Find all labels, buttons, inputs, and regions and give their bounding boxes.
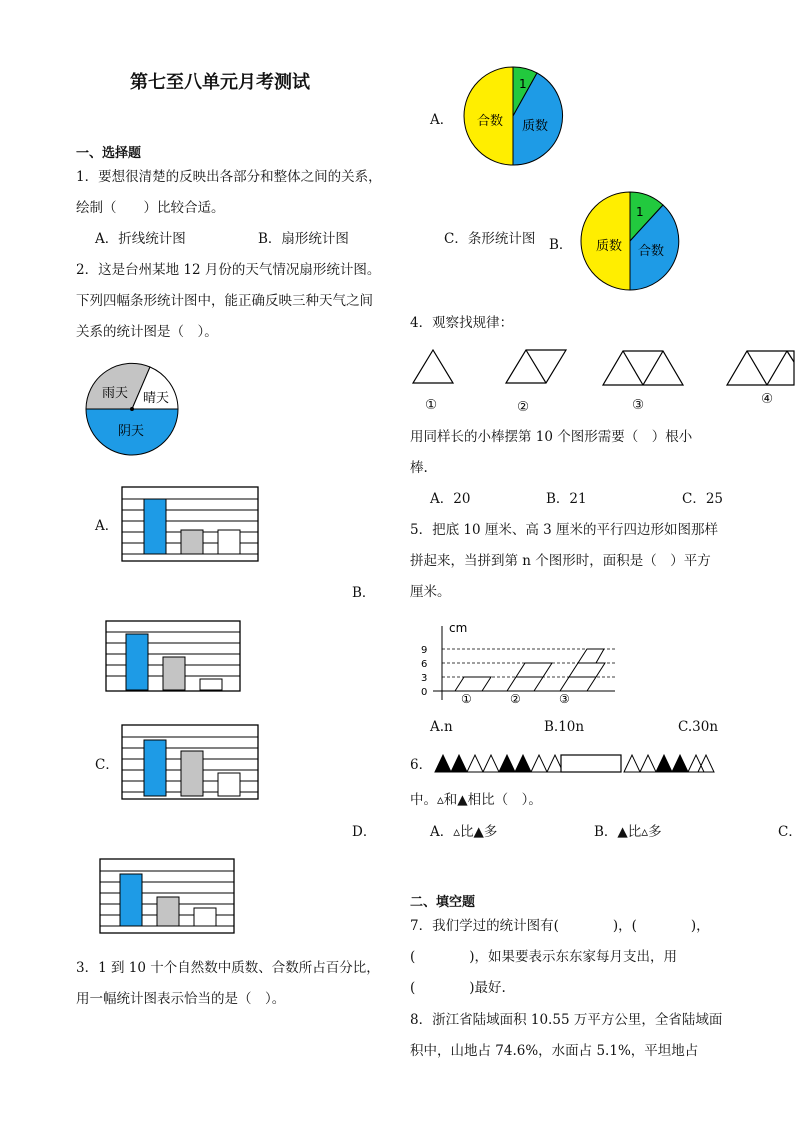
bar-d-2 [157, 897, 179, 926]
bar-chart-option-c [121, 724, 261, 804]
pie-option-b [581, 192, 681, 292]
q5-option-c: C.30n [678, 719, 719, 735]
bar-c-1 [144, 740, 166, 796]
label-prime-b: 质数 [596, 239, 623, 254]
q4-line1: 4．观察找规律： [410, 315, 514, 331]
q8-line1: 8．浙江省陆域面积 10.55 万平方公里，全省陆域面 [410, 1012, 723, 1028]
q7-line3: ( )最好. [410, 980, 506, 996]
q6-option-c: C． [778, 824, 802, 840]
bar-chart-option-b [105, 620, 245, 700]
tri-11 [656, 755, 672, 772]
pie-label-cloudy: 阴天 [118, 424, 145, 439]
q4-figure-2: ② [517, 399, 530, 415]
q5-line2: 拼起来，当拼到第 n 个图形时，面积是（ ）平方 [410, 553, 711, 569]
parallelogram-diagram [415, 618, 625, 708]
bar-d-3 [194, 908, 216, 926]
q3-line1: 3．1 到 10 十个自然数中质数、合数所占百分比， [76, 960, 380, 976]
q5-ytick-0: 0 [421, 687, 428, 698]
q5-option-b: B.10n [544, 719, 585, 735]
q2-option-b: B． [352, 585, 376, 601]
bar-a-1 [144, 499, 166, 554]
bar-a-3 [218, 530, 240, 554]
q4-line2: 用同样长的小棒摆第 10 个图形需要（ ）根小 [410, 429, 693, 445]
q3-option-a: A． [430, 112, 454, 128]
section-heading-fill: 二、填空题 [410, 895, 476, 910]
triangle-sequence [434, 753, 716, 775]
q2-line3: 关系的统计图是（ ）。 [76, 324, 218, 340]
q5-ytick-6: 6 [421, 659, 428, 670]
label-composite-b: 合数 [638, 244, 665, 259]
label-one-b: 1 [636, 205, 644, 219]
q5-line1: 5．把底 10 厘米、高 3 厘米的平行四边形如图那样 [410, 522, 719, 538]
q4-option-a: A．20 [430, 491, 471, 507]
page-title: 第七至八单元月考测试 [130, 72, 310, 93]
bar-c-2 [181, 751, 203, 796]
q2-line1: 2．这是台州某地 12 月份的天气情况扇形统计图。 [76, 262, 381, 278]
q4-figure-3: ③ [632, 397, 645, 413]
bar-a-2 [181, 530, 203, 554]
tri-3 [467, 755, 483, 772]
q1-option-b: B．扇形统计图 [258, 231, 349, 247]
q4-figure-4: ④ [761, 391, 774, 407]
q1-line2: 绘制（ ）比较合适。 [76, 200, 225, 216]
q1-option-a: A．折线统计图 [95, 231, 186, 247]
tri-7 [531, 755, 547, 772]
q4-option-b: B．21 [546, 491, 587, 507]
pie-option-a [464, 67, 564, 167]
bar-b-1 [126, 634, 148, 690]
q5-figure-3: ③ [559, 692, 570, 706]
q2-line2: 下列四幅条形统计图中，能正确反映三种天气之间 [76, 293, 373, 309]
pie-label-sunny: 晴天 [143, 391, 170, 406]
q7-line2: ( )，如果要表示东东家每月支出，用 [410, 949, 678, 965]
bar-b-3 [200, 679, 222, 690]
bar-d-1 [120, 874, 142, 926]
q2-option-d: D． [352, 824, 377, 840]
q6-option-a: A．▵比▲多 [430, 824, 498, 840]
triangle-pattern [410, 348, 794, 398]
q4-line3: 棒. [410, 460, 428, 476]
bar-chart-option-a [121, 486, 261, 566]
q5-ytick-9: 9 [421, 645, 428, 656]
tri-6 [515, 755, 531, 772]
pie-label-rain: 雨天 [102, 386, 129, 401]
q3-option-b: B． [549, 237, 573, 253]
q5-figure-1: ① [461, 692, 472, 706]
q7-line1: 7．我们学过的统计图有( )，( )， [410, 918, 710, 934]
q2-option-a: A． [95, 518, 119, 534]
q1-option-c: C．条形统计图 [444, 231, 536, 247]
tri-9 [624, 755, 640, 772]
tri-12 [672, 755, 688, 772]
q5-unit: cm [449, 621, 468, 635]
bar-b-2 [163, 657, 185, 690]
q1-line1: 1．要想很清楚的反映出各部分和整体之间的关系， [76, 169, 382, 185]
tri-1 [435, 755, 451, 772]
blank-box [561, 755, 621, 772]
q5-ytick-3: 3 [421, 673, 428, 684]
tri-2 [451, 755, 467, 772]
q4-figure-1: ① [425, 397, 438, 413]
q6-line2: 中。▵和▲相比（ ）。 [410, 792, 542, 808]
q6-number: 6． [410, 757, 433, 773]
bar-chart-option-d [99, 858, 239, 938]
q5-option-a: A.n [430, 719, 453, 735]
label-one-a: 1 [519, 77, 527, 91]
weather-pie-chart [85, 362, 185, 462]
tri-5 [499, 755, 515, 772]
q2-option-c: C． [95, 757, 119, 773]
q8-line2: 积中，山地占 74.6%，水面占 5.1%，平坦地占 [410, 1043, 699, 1059]
section-heading-choice: 一、选择题 [76, 146, 142, 161]
q6-option-b: B．▲比▵多 [594, 824, 662, 840]
bar-c-3 [218, 773, 240, 796]
q5-line3: 厘米。 [410, 584, 451, 600]
tri-10 [640, 755, 656, 772]
label-composite-a: 合数 [477, 114, 504, 129]
tri-4 [483, 755, 499, 772]
q4-option-c: C．25 [682, 491, 724, 507]
label-prime-a: 质数 [522, 119, 549, 134]
q3-line2: 用一幅统计图表示恰当的是（ ）。 [76, 991, 286, 1007]
q5-figure-2: ② [510, 692, 521, 706]
